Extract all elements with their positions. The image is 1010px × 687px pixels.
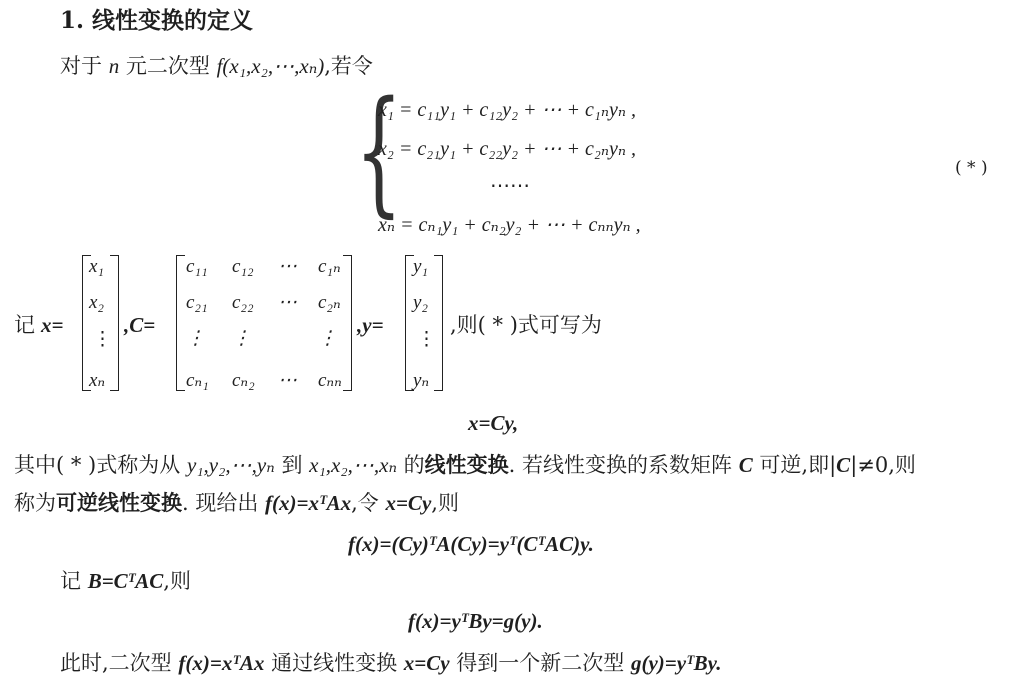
- final-text: 此时,二次型: [60, 651, 172, 675]
- system-brace: {: [355, 73, 403, 231]
- system-eq-n: xₙ = cₙ₁y₁ + cₙ₂y₂ + ⋯ + cₙₙyₙ ,: [378, 214, 641, 236]
- term-invertible-transform: 可逆线性变换: [56, 490, 182, 515]
- c-matrix-entry: ⋯: [278, 292, 297, 313]
- c-matrix-entry: ⋮: [232, 328, 251, 349]
- system-ellipsis: ⋯⋯: [490, 173, 530, 197]
- c-matrix-entry: c₂ₙ: [318, 292, 341, 313]
- final-g-expression: g(y)=yᵀBy.: [630, 651, 722, 675]
- c-matrix-entry: c₂₁: [186, 292, 208, 313]
- def-b-expression: B=CᵀAC: [87, 569, 164, 593]
- c-matrix-left-bracket: [176, 255, 185, 391]
- para2-quadratic-form: f(x)=xᵀAx: [265, 491, 352, 515]
- c-matrix-right-bracket: [343, 255, 352, 391]
- y-vector-entry: y₁: [413, 256, 429, 277]
- x-vector-entry: x₂: [89, 292, 105, 313]
- c-matrix-entry: c₁ₙ: [318, 256, 341, 277]
- star-tag: ( * ): [955, 158, 988, 178]
- para2-text: . 现给出: [182, 491, 259, 515]
- final-text: 通过线性变换: [271, 651, 398, 675]
- para1-y-vars: y₁,y₂,⋯,yₙ: [186, 453, 275, 477]
- c-matrix-entry: ⋯: [278, 256, 297, 277]
- para1-text: 其中( * )式称为从: [14, 453, 181, 477]
- notation-c-eq: ,C=: [124, 313, 156, 337]
- para1-text: 可逆,即|: [759, 453, 837, 477]
- definition-b: [60, 568, 191, 594]
- c-matrix-entry: c₁₁: [186, 256, 208, 277]
- c-matrix-entry: ⋯: [278, 370, 297, 391]
- section-title: 1. 线性变换的定义: [60, 7, 254, 34]
- intro-prefix: 对于: [60, 54, 102, 78]
- intro-vars: (x₁,x₂,⋯,xₙ): [222, 54, 325, 78]
- c-matrix-entry: cₙ₂: [232, 370, 255, 391]
- def-b-text: 记: [60, 569, 81, 593]
- para1-matrix-c: C: [738, 453, 753, 477]
- intro-suffix: ,若令: [324, 54, 373, 78]
- notation-suffix: ,则( * )式可写为: [450, 313, 602, 337]
- notation-x-eq: x=: [41, 313, 64, 337]
- equation-x-cy: x=Cy,: [468, 411, 519, 435]
- para1-text: . 若线性变换的系数矩阵: [508, 453, 733, 477]
- para1-x-vars: x₁,x₂,⋯,xₙ: [309, 453, 397, 477]
- y-vector-entry: ⋮: [417, 328, 436, 350]
- intro-n: n: [108, 54, 120, 78]
- c-matrix-entry: c₁₂: [232, 256, 254, 277]
- c-matrix-entry: c₂₂: [232, 292, 254, 313]
- equation-g: f(x)=yᵀBy=g(y).: [408, 609, 543, 633]
- term-linear-transform: 线性变换: [424, 452, 509, 477]
- intro-line: [60, 53, 373, 79]
- x-vector-right-bracket: [110, 255, 119, 391]
- equation-f-cy: f(x)=(Cy)ᵀA(Cy)=yᵀ(CᵀAC)y.: [348, 532, 594, 556]
- intro-f: f: [216, 54, 223, 78]
- final-substitution: x=Cy: [403, 651, 450, 675]
- paragraph-linear-transform: [14, 452, 916, 478]
- para1-text: 的: [403, 453, 425, 477]
- para2-text: 称为: [14, 491, 56, 515]
- def-b-text: ,则: [163, 569, 191, 593]
- c-matrix-entry: ⋮: [318, 328, 337, 349]
- system-eq-2: x₂ = c₂₁y₁ + c₂₂y₂ + ⋯ + c₂ₙyₙ ,: [378, 138, 636, 160]
- conclusion-line: [60, 650, 721, 676]
- x-vector-entry: xₙ: [89, 370, 106, 391]
- notation-y-eq: ,y=: [357, 313, 384, 337]
- c-matrix-entry: ⋮: [186, 328, 205, 349]
- c-matrix-entry: cₙ₁: [186, 370, 209, 391]
- para2-text: ,令: [351, 491, 379, 515]
- c-matrix-entry: cₙₙ: [318, 370, 342, 391]
- final-text: 得到一个新二次型: [456, 651, 625, 675]
- para2-text: ,则: [431, 491, 459, 515]
- para1-text: 到: [281, 453, 303, 477]
- intro-middle: 元二次型: [125, 54, 210, 78]
- y-vector-right-bracket: [434, 255, 443, 391]
- paragraph-invertible-transform: [14, 490, 459, 516]
- y-vector-entry: yₙ: [413, 370, 430, 391]
- para2-substitution: x=Cy: [385, 491, 432, 515]
- x-vector-entry: x₁: [89, 256, 105, 277]
- final-f-expression: f(x)=xᵀAx: [178, 651, 265, 675]
- y-vector-entry: y₂: [413, 292, 429, 313]
- notation-prefix: 记: [14, 313, 35, 337]
- x-vector-entry: ⋮: [93, 328, 112, 350]
- system-eq-1: x₁ = c₁₁y₁ + c₁₂y₂ + ⋯ + c₁ₙyₙ ,: [378, 99, 636, 121]
- para1-text: |≠0,则: [850, 453, 916, 477]
- para1-matrix-c: C: [836, 453, 851, 477]
